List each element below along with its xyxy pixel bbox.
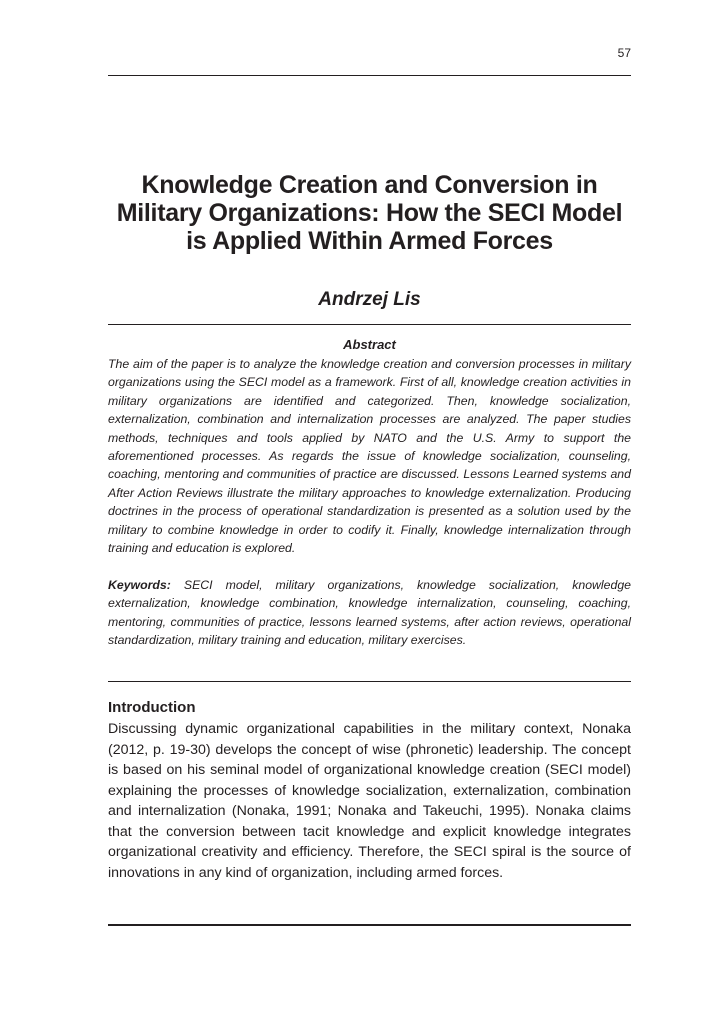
introduction-body: Discussing dynamic organizational capabilities in the military context, Nonaka (2012, p. 19-30) develops the concept of wise (phronetic) leadership. The concept is based on his seminal model of organizational knowledge creation (SECI model) explaining the processes of knowledge socialization, externalization, combination and internalization (Nonaka, 1991; Nonaka and Takeuchi, 1995). Nonaka claims that the conversion between tacit knowledge and explicit knowledge integrates organizational creativity and efficiency. Therefore, the SECI spiral is the source of innovations in any kind of organization, including armed forces. [108, 721, 631, 881]
keywords-label: Keywords: [108, 578, 171, 592]
introduction-heading: Introduction [108, 699, 196, 716]
abstract-body: The aim of the paper is to analyze the knowledge creation and conversion processes in military organizations using the SECI model as a framework. First of all, knowledge creation activities in military organizations are identified and categorized. Then, knowledge socialization, externalization, combination and internalization processes are analyzed. The paper studies methods, techniques and tools applied by NATO and the U.S. Army to support the aforementioned processes. As regards the issue of knowledge socialization, counseling, coaching, mentoring and communities of practice are discussed. Lessons Learned systems and After Action Reviews illustrate the military approaches to knowledge externalization. Producing doctrines in the process of operational standardization is presented as a solution used by the military to combine knowledge in order to codify it. Finally, knowledge internalization through training and education is explored. [108, 357, 631, 556]
paper-title: Knowledge Creation and Conversion in Military Organizations: How the SECI Model is Applied Within Armed Forces [116, 171, 623, 255]
footer-rule [108, 924, 631, 926]
header-rule [108, 75, 631, 76]
abstract-heading: Abstract [343, 337, 396, 352]
keywords-list: SECI model, military organizations, knowledge socialization, knowledge externalization, knowledge combination, knowledge internalization, counseling, coaching, mentoring, communities of practice, lessons learned systems, after action reviews, operational standardization, military training and education, military exercises. [108, 578, 631, 648]
keywords [108, 576, 631, 650]
page-number: 57 [617, 46, 631, 60]
author-rule [108, 324, 631, 325]
author-name: Andrzej Lis [318, 289, 421, 310]
abstract-rule [108, 681, 631, 682]
